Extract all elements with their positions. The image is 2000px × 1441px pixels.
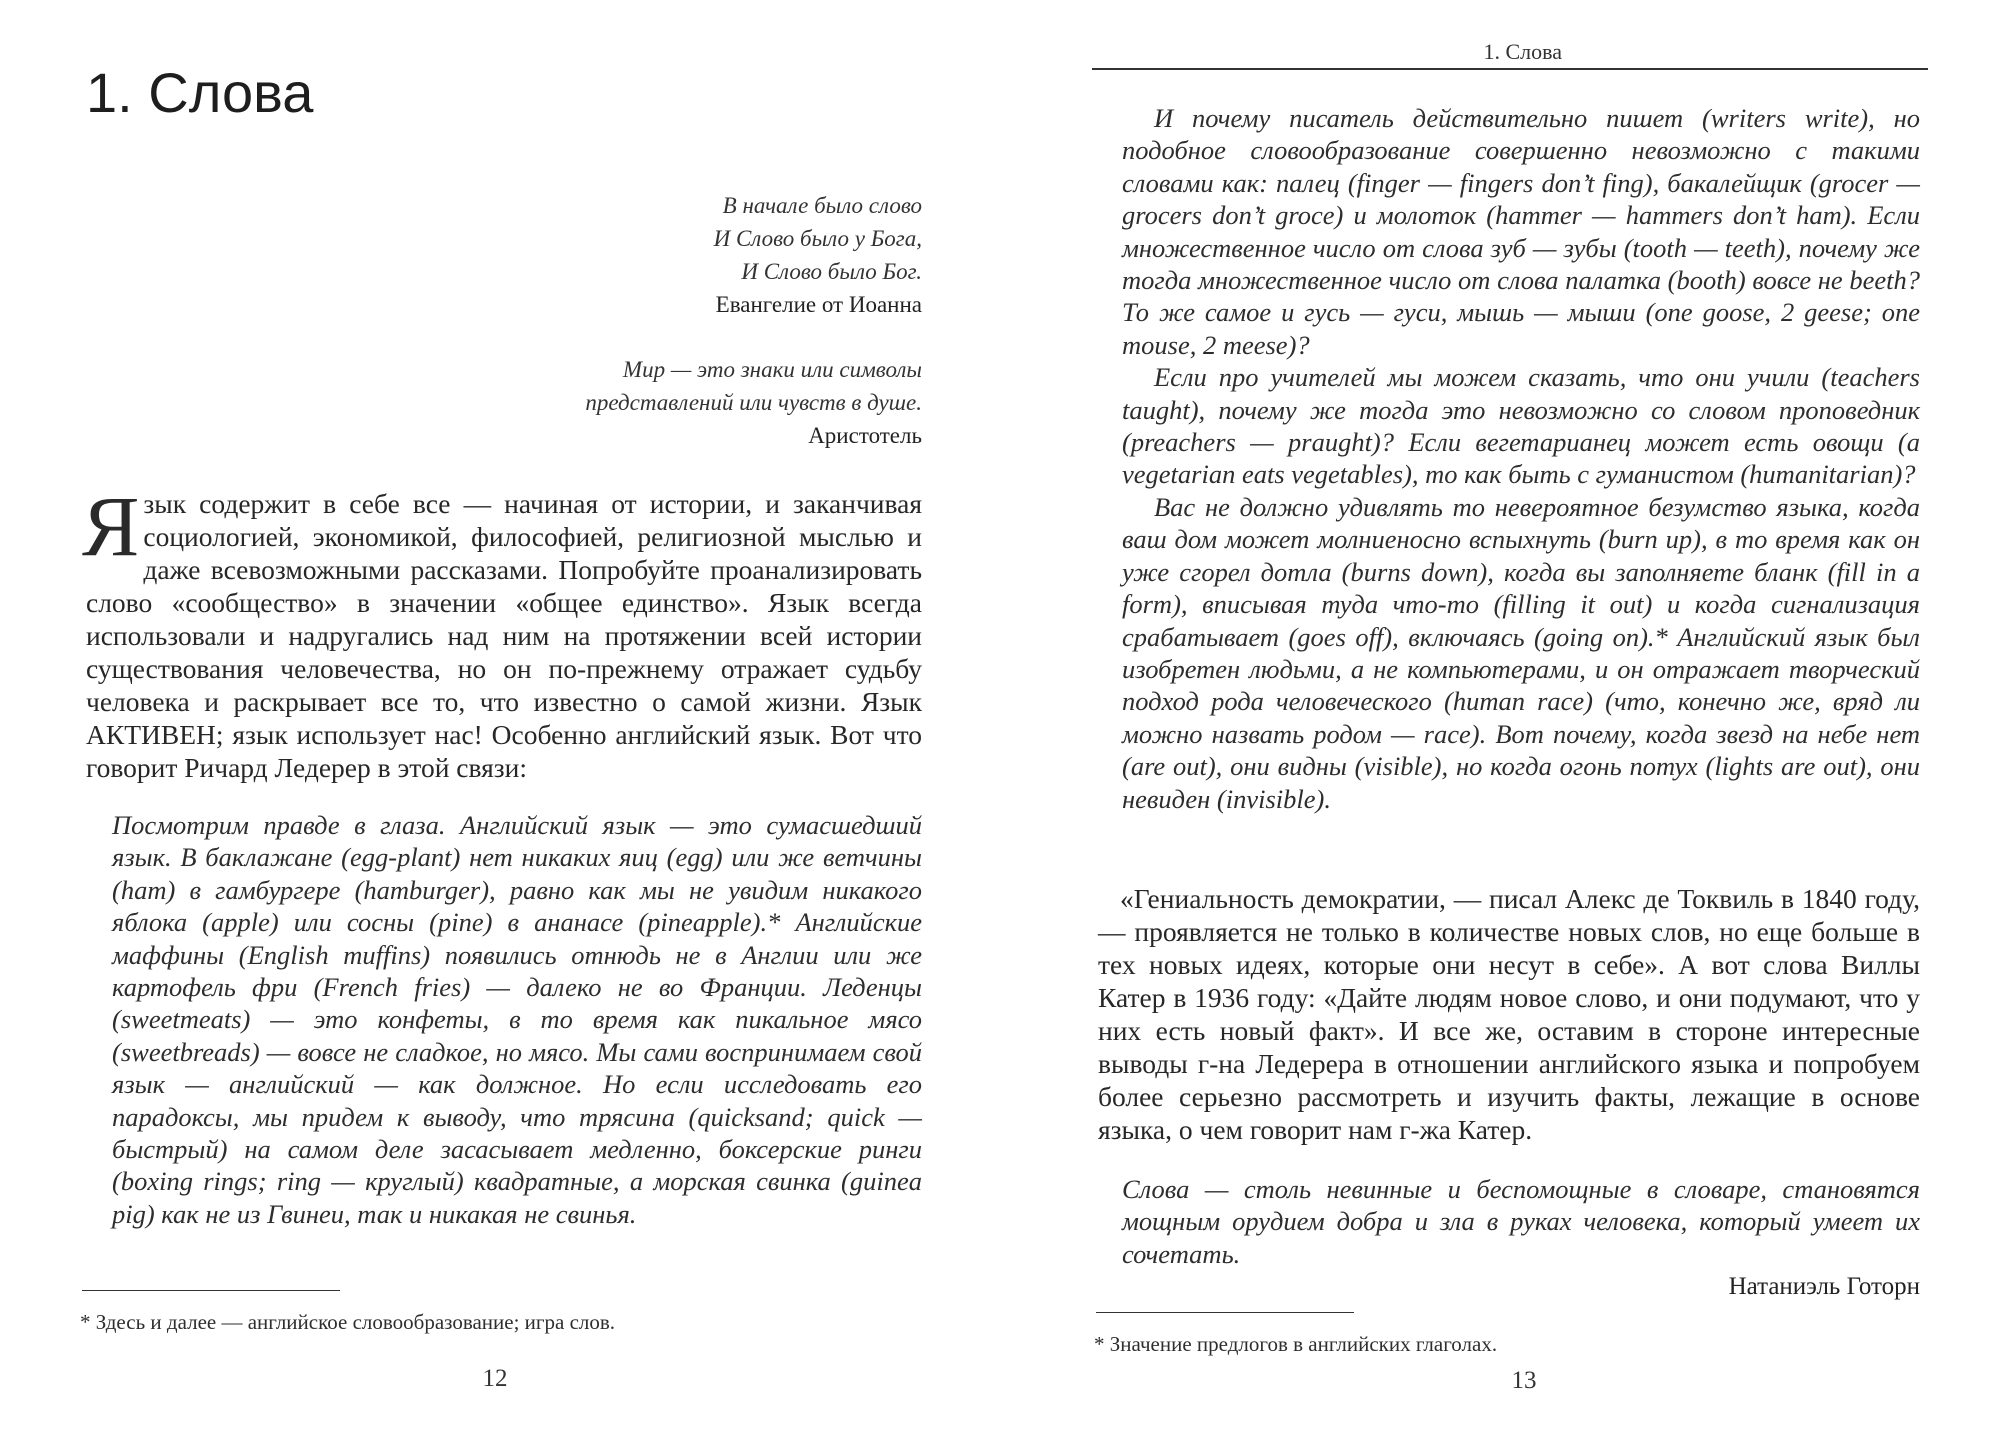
epigraph-aristotle bbox=[322, 353, 922, 452]
lederer-quote: Посмотрим правде в глаза. Английский язык — это сумасшедший язык. В баклажане (egg-plant) нет никаких яиц (egg) или же ветчины (ham) в гамбургере (hamburger), равно как мы не увидим никакого яблока (apple) или сосны (pine) в ананасе (pineapple).* Английские маффины (English muffins) появились отнюдь не в Англии или же картофель фри (French fries) — далеко не во Франции. Леденцы (sweetmeats) — это конфеты, в то время как пикальное мясо (sweetbreads) — вовсе не сладкое, но мясо. Мы сами воспринимаем свой язык — английский — как должное. Но если исследовать его парадоксы, мы придем к выводу, что трясина (quicksand; quick — быстрый) на самом деле засасывает медленно, боксерские ринги (boxing rings; ring — круглый) квадратные, а морская свинка (guinea pig) как не из Гвинеи, так и никакая не свинья. bbox=[112, 810, 922, 1229]
footnote: * Здесь и далее — английское словообразование; игра слов. bbox=[80, 1310, 616, 1334]
epigraph-line: И Слово было у Бога, bbox=[713, 226, 922, 251]
running-head: 1. Слова bbox=[1483, 39, 1562, 64]
epigraph-author: Евангелие от Иоанна bbox=[715, 292, 922, 317]
epigraph-line: В начале было слово bbox=[722, 193, 922, 218]
epigraph-line: представлений или чувств в душе. bbox=[585, 390, 922, 415]
hawthorne-quote: Слова — столь невинные и беспомощные в словаре, становятся мощным орудием добра и зла в руках человека, который умеет их сочетать. bbox=[1122, 1174, 1920, 1269]
footnote-divider bbox=[1096, 1312, 1354, 1313]
quote-paragraph: Вас не должно удивлять то невероятное безумство языка, когда ваш дом может молниеносно вспыхнуть (burn up), в то время как он уже сгорел дотла (burns down), когда вы заполняете бланк (fill in a form), вписывая туда что-то (filling it out) и когда сигнализация срабатывает (goes off), включаясь (going on).* Английский язык был изобретен людьми, а не компьютерами, и он отражает творческий подход рода человеческого (human race) (что, конечно же, вряд ли можно назвать родом — race). Вот почему, когда звезд на небе нет (are out), они видны (visible), но когда огонь потух (lights are out), они невиден (invisible). bbox=[1122, 491, 1920, 814]
epigraph-line: Мир — это знаки или символы bbox=[622, 357, 922, 382]
page-number: 13 bbox=[1511, 1367, 1537, 1394]
chapter-title: 1. Слова bbox=[86, 61, 314, 124]
intro-text: зык содержит в себе все — начиная от истории, и заканчивая социологией, экономикой, философией, религиозной мыслью и даже всевозможными рассказами. Попробуйте проанализировать слово «сообщество» в значении «общее единство». Язык всегда использовали и надругались над ним на протяжении всей истории существования человечества, но он по-прежнему отражает судьбу человека и раскрывает все то, что известно о самой жизни. Язык АКТИВЕН; язык использует нас! Особенно английский язык. Вот что говорит Ричард Ледерер в этой связи: bbox=[86, 488, 922, 783]
footnote-divider bbox=[82, 1290, 340, 1291]
drop-cap: Я bbox=[82, 478, 140, 574]
quote-author: Натаниэль Готорн bbox=[1728, 1273, 1920, 1300]
epigraph-gospel bbox=[322, 189, 922, 321]
quote-paragraph: Если про учителей мы можем сказать, что они учили (teachers taught), почему же тогда это невозможно со словом проповедник (preachers — praught)? Если вегетарианец может есть овощи (a vegetarian eats vegetables), то как быть с гуманистом (humanitarian)? bbox=[1122, 362, 1920, 490]
right-page bbox=[1000, 0, 2000, 1441]
footnote: * Значение предлогов в английских глаголах. bbox=[1094, 1332, 1498, 1356]
epigraph-line: И Слово было Бог. bbox=[741, 259, 922, 284]
running-head-divider bbox=[1092, 68, 1928, 70]
page-number: 12 bbox=[482, 1365, 508, 1392]
body-paragraph: «Гениальность демократии, — писал Алекс де Токвиль в 1840 году, — проявляется не только в количестве новых слов, но еще больше в тех новых идеях, которые они несут в себе». А вот слова Виллы Катер в 1936 году: «Дайте людям новое слово, и они подумают, что у них есть новый факт». И все же, оставим в стороне интересные выводы г-на Ледерера в отношении английского языка и попробуем более серьезно рассмотреть и изучить факты, лежащие в основе языка, о чем говорит нам г-жа Катер. bbox=[1098, 883, 1920, 1145]
epigraph-author: Аристотель bbox=[808, 423, 922, 448]
quote-paragraph: И почему писатель действительно пишет (writers write), но подобное словообразование совершенно невозможно с такими словами как: палец (finger — fingers don’t fing), бакалейщик (grocer — grocers don’t groce) и молоток (hammer — hammers don’t ham). Если множественное число от слова зуб — зубы (tooth — teeth), почему же тогда множественное число от слова палатка (booth) вовсе не beeth? То же самое и гусь — гуси, мышь — мыши (one goose, 2 geese; one mouse, 2 meese)? bbox=[1122, 103, 1920, 360]
intro-paragraph bbox=[82, 478, 922, 784]
lederer-quote-continued bbox=[1122, 102, 1920, 815]
